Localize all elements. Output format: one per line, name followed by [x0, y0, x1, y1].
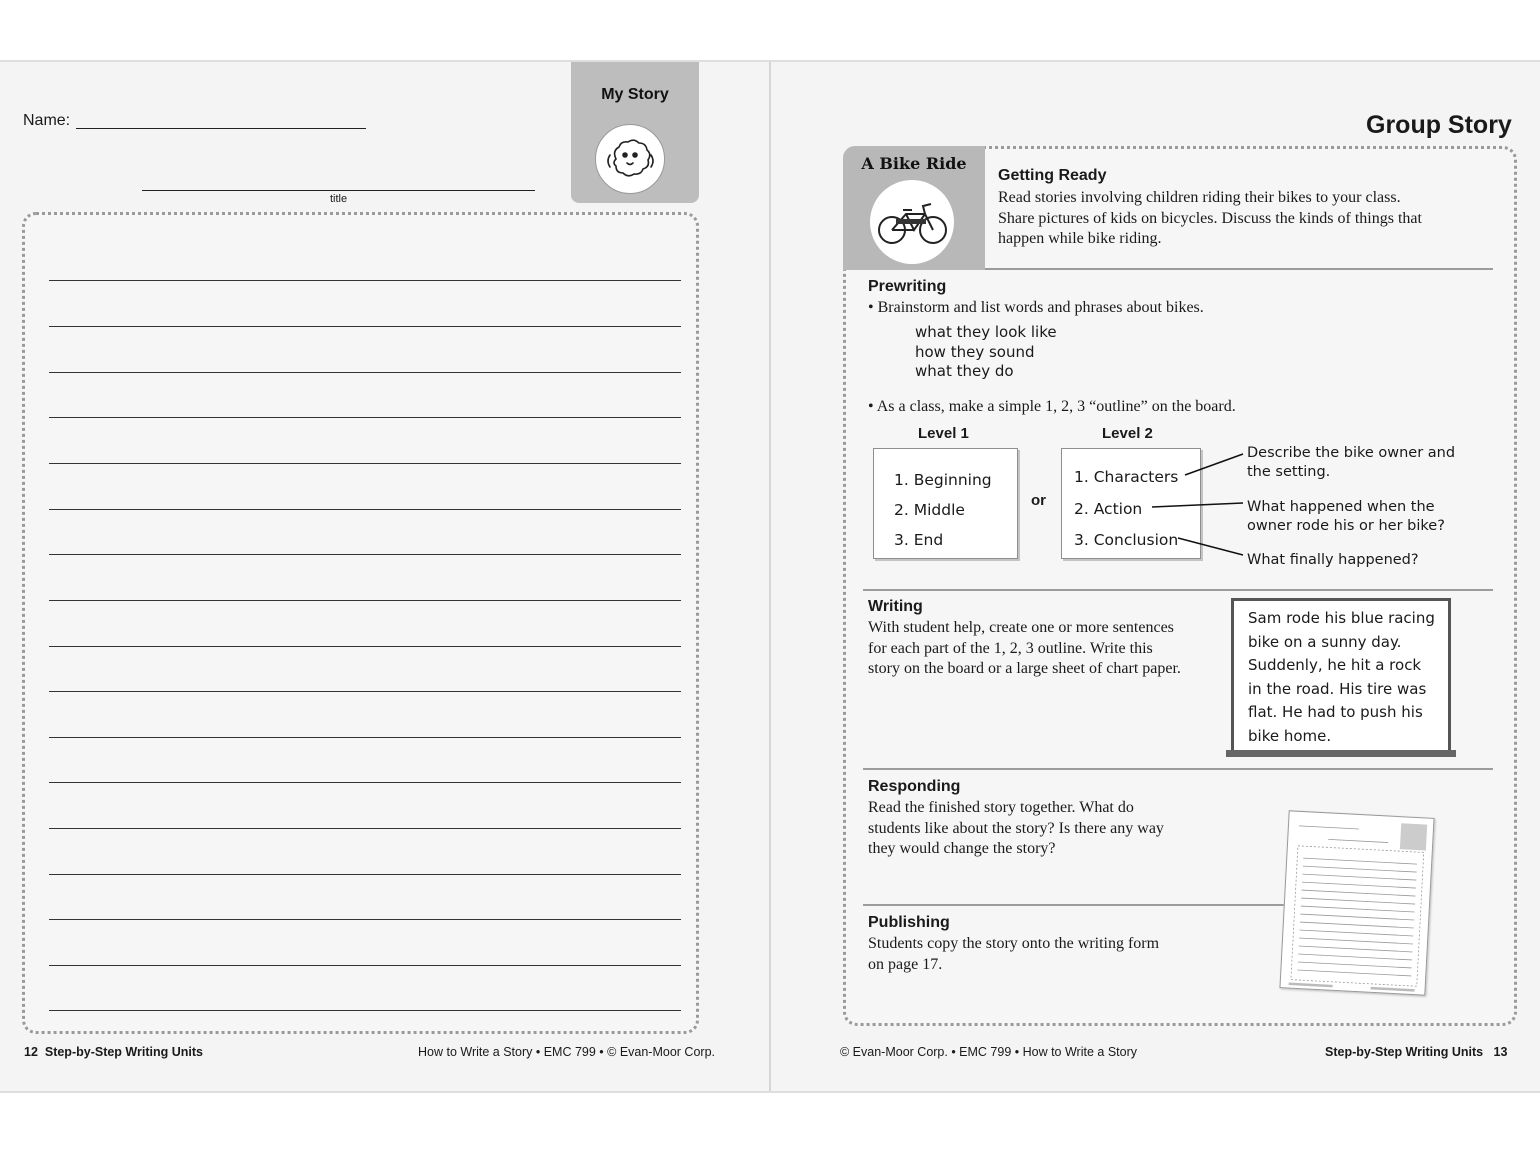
section-divider	[863, 768, 1493, 770]
text-line: With student help, create one or more sentences	[868, 619, 1174, 636]
right-series-title: Step-by-Step Writing Units	[1325, 1045, 1484, 1059]
name-label: Name:	[23, 112, 71, 129]
board-story	[1248, 607, 1435, 749]
prewriting-title: Prewriting	[868, 278, 947, 295]
text-line: Sam rode his blue racing	[1248, 609, 1435, 627]
unit-title: A Bike Ride	[861, 154, 967, 173]
writing-form-thumbnail	[1279, 810, 1434, 995]
text-line: Read stories involving children riding their bikes to your class.	[998, 189, 1401, 206]
prewriting-bullet-2: • As a class, make a simple 1, 2, 3 “outline” on the board.	[868, 398, 1236, 415]
section-divider	[863, 904, 1288, 906]
text-line: What happened when the	[1247, 499, 1435, 515]
right-page-number: 13	[1493, 1045, 1508, 1059]
publishing-title: Publishing	[868, 914, 950, 931]
text-line: happen while bike riding.	[998, 230, 1162, 248]
left-series-title: Step-by-Step Writing Units	[44, 1045, 203, 1059]
left-footer-book: How to Write a Story • EMC 799 • © Evan-Moor Corp.	[418, 1045, 715, 1059]
writing-text	[868, 618, 1181, 680]
list-item: what they look like	[915, 323, 1057, 341]
action-description	[1247, 498, 1445, 536]
level-1-label: Level 1	[918, 425, 969, 442]
list-item: what they do	[915, 362, 1014, 380]
characters-description	[1247, 444, 1455, 482]
connector-line	[1185, 454, 1243, 475]
text-line: the setting.	[1247, 464, 1331, 480]
text-line: Suddenly, he hit a rock	[1248, 656, 1422, 675]
text-line: bike on a sunny day.	[1248, 632, 1402, 651]
outline-item: 3. Conclusion	[1074, 531, 1179, 549]
publishing-text	[868, 934, 1159, 975]
section-divider	[863, 589, 1493, 591]
text-line: Share pictures of kids on bicycles. Discuss the kinds of things that	[998, 209, 1422, 227]
text-line: Students copy the story onto the writing form	[868, 935, 1160, 952]
text-line: for each part of the 1, 2, 3 outline. Write this	[868, 639, 1153, 657]
text-line: in the road. His tire was	[1248, 679, 1427, 698]
outline-item: 2. Action	[1074, 500, 1143, 518]
text-line: on page 17.	[868, 955, 943, 973]
connector-line	[1178, 538, 1243, 555]
outline-item: 1. Characters	[1074, 468, 1179, 486]
responding-text	[868, 798, 1164, 860]
outline-item: 1. Beginning	[894, 471, 992, 489]
text-line: students like about the story? Is there any way	[868, 819, 1164, 837]
responding-title: Responding	[868, 778, 961, 795]
tab-label: My Story	[601, 86, 669, 103]
right-footer-book: © Evan-Moor Corp. • EMC 799 • How to Write a Story	[840, 1045, 1137, 1059]
chalkboard-ledge	[1226, 750, 1456, 757]
text-line: story on the board or a large sheet of chart paper.	[868, 660, 1181, 678]
title-label: title	[330, 193, 348, 205]
text-line: bike home.	[1248, 726, 1332, 745]
outline-item: 2. Middle	[894, 501, 965, 519]
text-line: they would change the story?	[868, 840, 1056, 858]
text-line: What finally happened?	[1247, 552, 1419, 568]
writing-title: Writing	[868, 598, 923, 615]
left-page-number: 12	[24, 1045, 38, 1059]
page-title: Group Story	[1366, 111, 1512, 139]
outline-item: 3. End	[894, 531, 944, 549]
text-line: Read the finished story together. What do	[868, 799, 1134, 816]
connector-line	[1152, 503, 1243, 507]
text-line: flat. He had to push his	[1248, 703, 1423, 722]
book-spread	[0, 60, 1540, 1093]
prewriting-bullet-1: • Brainstorm and list words and phrases about bikes.	[868, 299, 1204, 316]
list-item: how they sound	[915, 342, 1035, 361]
getting-ready-title: Getting Ready	[998, 167, 1107, 184]
right-footer-series	[1325, 1045, 1507, 1059]
conclusion-description	[1247, 551, 1419, 570]
level-2-label: Level 2	[1102, 425, 1153, 442]
text-line: Describe the bike owner and	[1247, 445, 1456, 461]
or-label: or	[1031, 492, 1046, 509]
text-line: owner rode his or her bike?	[1247, 518, 1445, 534]
